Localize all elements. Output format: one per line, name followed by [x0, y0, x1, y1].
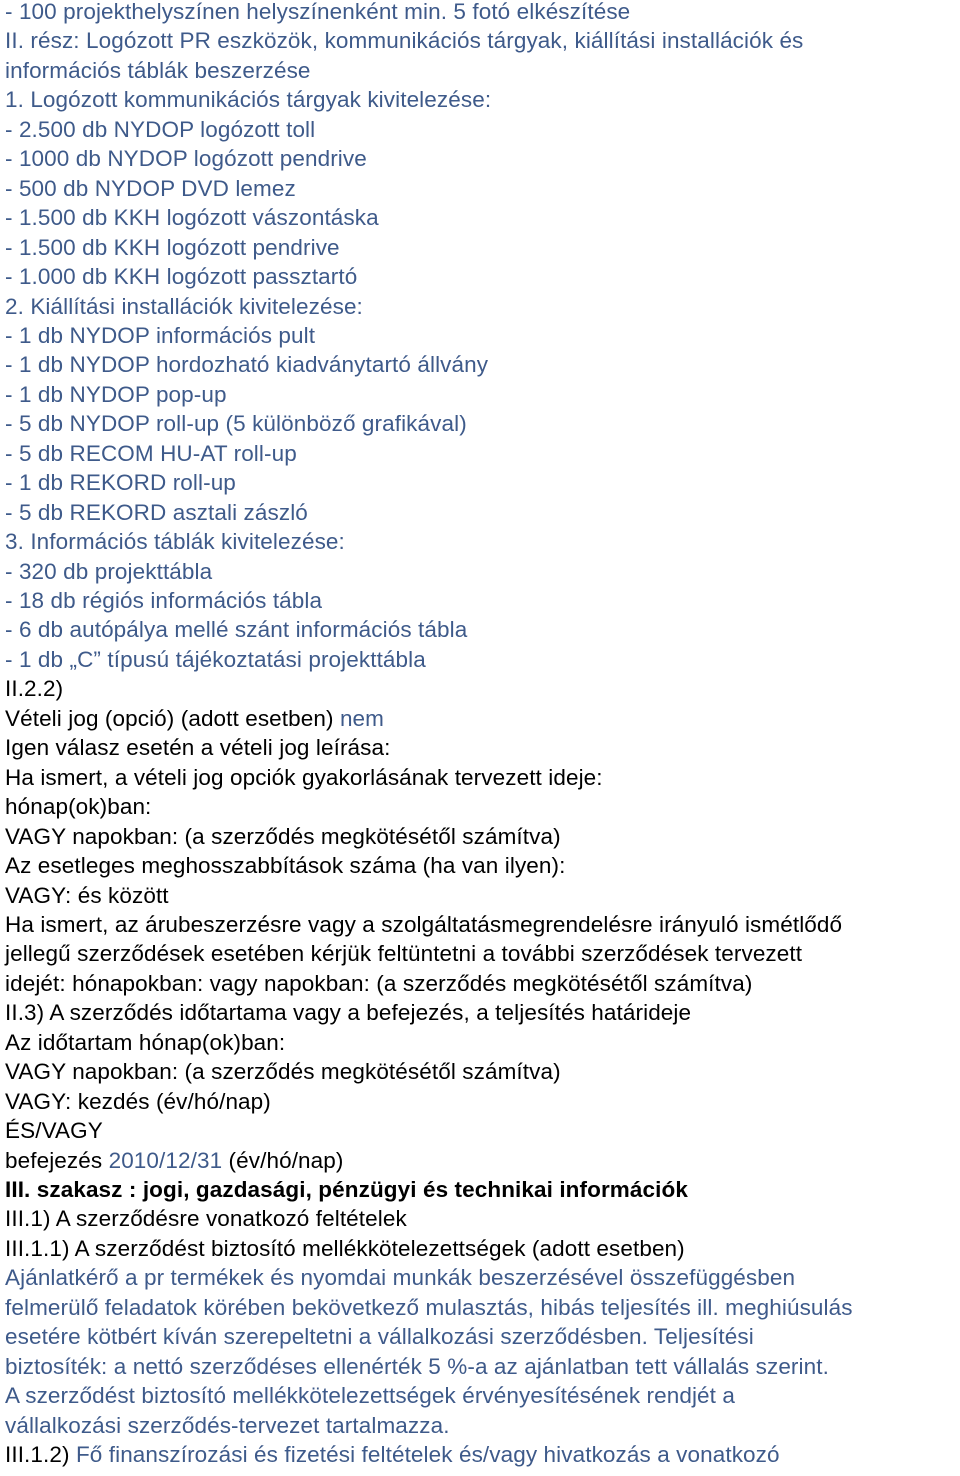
- text-segment: - 5 db REKORD asztali zászló: [5, 499, 308, 525]
- text-line: [5, 1381, 735, 1410]
- text-segment: II. rész: Logózott PR eszközök, kommunikációs tárgyak, kiállítási installációk és: [5, 28, 804, 54]
- text-segment: Ajánlatkérő a pr termékek és nyomdai munkák beszerzésével összefüggésben: [5, 1265, 796, 1291]
- text-line: [5, 1028, 285, 1057]
- text-segment: - 1 db REKORD roll-up: [5, 470, 236, 496]
- text-line: [5, 468, 236, 497]
- text-segment: - 1.000 db KKH logózott passztartó: [5, 264, 358, 290]
- text-segment: III.1.2): [5, 1442, 76, 1468]
- text-line: [5, 1057, 561, 1086]
- text-line: [5, 674, 63, 703]
- text-segment: Ha ismert, az árubeszerzésre vagy a szolgáltatásmegrendelésre irányuló ismétlődő: [5, 911, 843, 937]
- text-segment: jellegű szerződések esetében kérjük feltüntetni a további szerződések tervezett: [5, 941, 803, 967]
- text-line: [5, 1116, 103, 1145]
- text-segment: - 320 db projekttábla: [5, 558, 213, 584]
- text-line: [5, 1411, 450, 1440]
- text-segment: Fő finanszírozási és fizetési feltételek és/vagy hivatkozás a vonatkozó: [75, 1442, 780, 1468]
- text-line: [5, 56, 311, 85]
- text-segment: III.1) A szerződésre vonatkozó feltételek: [5, 1206, 407, 1232]
- text-segment: 2010/12/31: [108, 1147, 223, 1173]
- text-segment: - 18 db régiós információs tábla: [5, 588, 323, 613]
- text-segment: 2. Kiállítási installációk kivitelezése:: [5, 293, 363, 319]
- text-line: [5, 262, 357, 291]
- text-line: [5, 704, 384, 733]
- text-segment: VAGY: kezdés (év/hó/nap): [5, 1088, 271, 1114]
- text-segment: - 100 projekthelyszínen helyszínenként min. 5 fotó elkészítése: [5, 0, 631, 24]
- text-line: [5, 321, 315, 350]
- text-segment: - 1 db „C” típusú tájékoztatási projekttábla: [5, 646, 426, 672]
- text-line: [5, 115, 315, 144]
- text-segment: Ha ismert, a vételi jog opciók gyakorlásának tervezett ideje:: [5, 764, 603, 790]
- text-segment: (év/hó/nap): [222, 1147, 344, 1173]
- text-line: [5, 233, 340, 262]
- text-line: [5, 1322, 754, 1351]
- text-segment: 1. Logózott kommunikációs tárgyak kivitelezése:: [5, 87, 492, 113]
- text-line: [5, 26, 803, 55]
- text-line: [5, 733, 390, 762]
- text-segment: Vételi jog (opció) (adott esetben): [5, 705, 340, 731]
- text-segment: III.1.1) A szerződést biztosító mellékkötelezettségek (adott esetben): [5, 1235, 685, 1261]
- text-line: [5, 1087, 271, 1116]
- text-segment: befejezés: [5, 1147, 109, 1173]
- text-line: [5, 969, 752, 998]
- text-line: [5, 203, 379, 232]
- text-segment: - 1 db NYDOP pop-up: [5, 381, 227, 407]
- text-line: [5, 939, 802, 968]
- text-segment: - 500 db NYDOP DVD lemez: [5, 175, 296, 201]
- text-segment: információs táblák beszerzése: [5, 57, 311, 83]
- text-line: [5, 615, 467, 644]
- text-line: [5, 998, 691, 1027]
- text-segment: - 1000 db NYDOP logózott pendrive: [5, 146, 367, 172]
- text-line: [5, 645, 426, 674]
- text-segment: Igen válasz esetén a vételi jog leírása:: [5, 735, 391, 761]
- text-line: [5, 174, 296, 203]
- text-segment: idejét: hónapokban: vagy napokban: (a szerződés megkötésétől számítva): [5, 970, 753, 996]
- text-segment: II.2.2): [5, 676, 64, 702]
- text-line: [5, 0, 630, 26]
- text-segment: - 1 db NYDOP hordozható kiadványtartó állvány: [5, 352, 489, 378]
- text-segment: biztosíték: a nettó szerződéses ellenérték 5 %-a az ajánlatban tett vállalás szerint.: [5, 1353, 829, 1379]
- text-line: [5, 380, 227, 409]
- text-segment: - 6 db autópálya mellé szánt információs tábla: [5, 617, 468, 643]
- text-line: [5, 409, 467, 438]
- text-line: [5, 350, 488, 379]
- text-line: [5, 910, 842, 939]
- text-line: [5, 822, 561, 851]
- text-segment: - 5 db NYDOP roll-up (5 különböző grafikával): [5, 411, 467, 437]
- text-line: [5, 144, 367, 173]
- text-segment: Az időtartam hónap(ok)ban:: [5, 1029, 286, 1055]
- text-line: [5, 1234, 685, 1263]
- text-segment: ÉS/VAGY: [5, 1118, 103, 1144]
- text-line: [5, 498, 308, 527]
- text-line: [5, 1440, 780, 1469]
- text-line: [5, 851, 565, 880]
- text-segment: Az esetleges meghosszabbítások száma (ha van ilyen):: [5, 853, 566, 879]
- text-line: [5, 763, 603, 792]
- text-line: [5, 292, 363, 321]
- text-segment: - 5 db RECOM HU-AT roll-up: [5, 440, 297, 466]
- text-segment: hónap(ok)ban:: [5, 794, 152, 820]
- text-line: [5, 1204, 407, 1233]
- text-line: [5, 1352, 829, 1381]
- text-segment: - 1 db NYDOP információs pult: [5, 322, 316, 348]
- text-segment: - 1.500 db KKH logózott pendrive: [5, 234, 340, 260]
- text-segment: nem: [339, 705, 385, 731]
- text-segment: vállalkozási szerződés-tervezet tartalmazza.: [5, 1412, 450, 1438]
- text-line: [5, 1146, 343, 1175]
- text-segment: III. szakasz : jogi, gazdasági, pénzügyi és technikai információk: [5, 1177, 688, 1202]
- text-segment: II.3) A szerződés időtartama vagy a befejezés, a teljesítés határideje: [5, 1000, 692, 1026]
- text-segment: VAGY napokban: (a szerződés megkötésétől számítva): [5, 1059, 561, 1085]
- text-segment: VAGY napokban: (a szerződés megkötésétől számítva): [5, 823, 561, 849]
- text-line: [5, 792, 151, 821]
- text-segment: A szerződést biztosító mellékkötelezettségek érvényesítésének rendjét a: [5, 1383, 735, 1409]
- text-line: [5, 527, 345, 556]
- text-line: [5, 586, 322, 615]
- text-line: [5, 1293, 853, 1322]
- text-line: [5, 1175, 688, 1204]
- text-segment: VAGY: és között: [5, 882, 169, 908]
- text-line: [5, 557, 212, 586]
- text-segment: - 1.500 db KKH logózott vászontáska: [5, 205, 379, 231]
- text-segment: - 2.500 db NYDOP logózott toll: [5, 116, 316, 142]
- text-line: [5, 881, 169, 910]
- text-segment: felmerülő feladatok körében bekövetkező mulasztás, hibás teljesítés ill. meghiúsulás: [5, 1294, 853, 1320]
- text-segment: esetére kötbért kíván szerepeltetni a vállalkozási szerződésben. Teljesítési: [5, 1324, 754, 1350]
- text-line: [5, 439, 297, 468]
- text-line: [5, 85, 491, 114]
- text-line: [5, 1263, 795, 1292]
- text-segment: 3. Információs táblák kivitelezése:: [5, 529, 345, 555]
